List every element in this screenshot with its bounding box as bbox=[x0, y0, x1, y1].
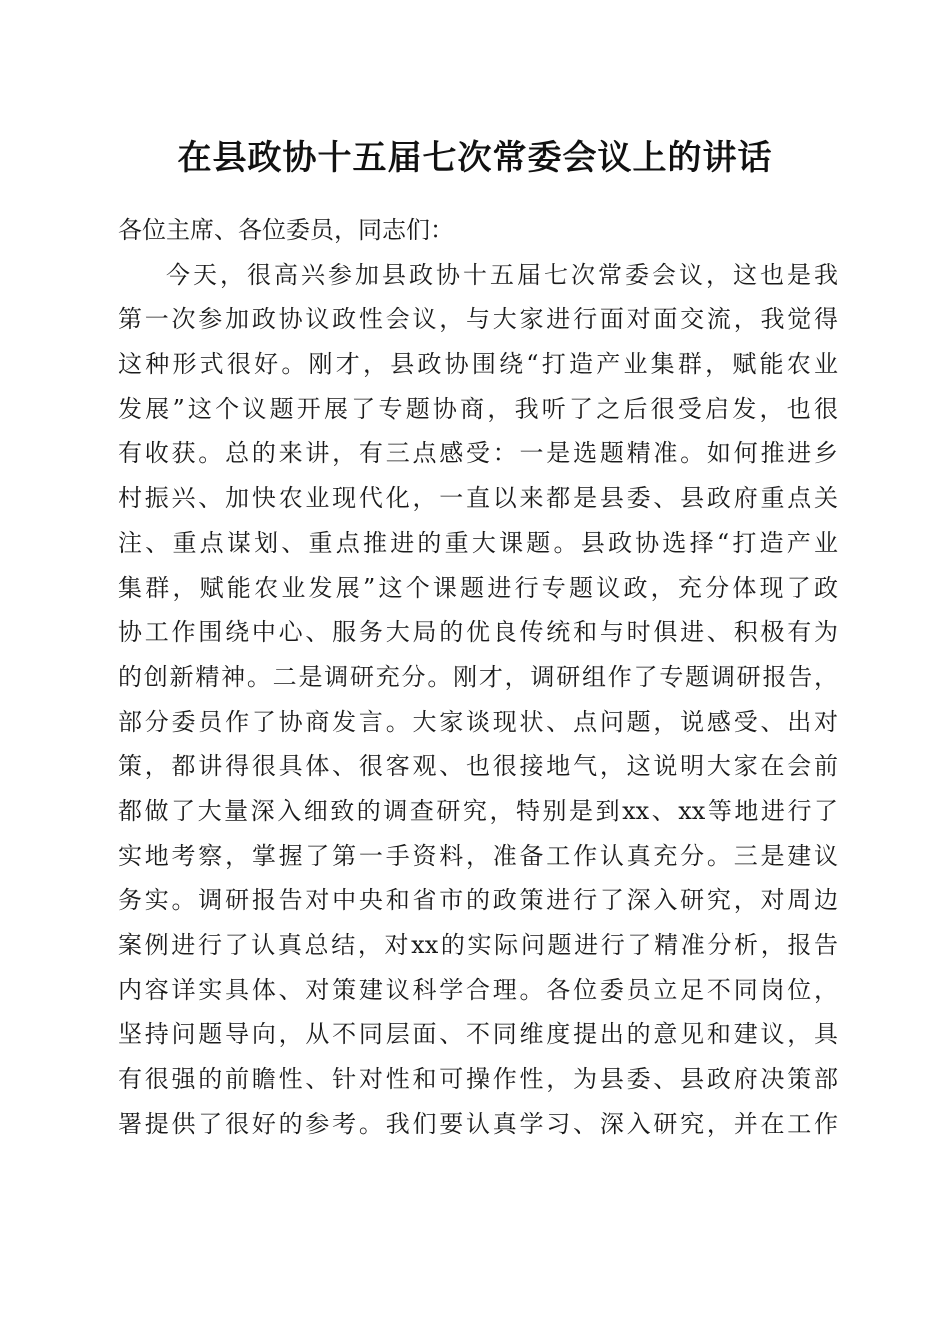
document-title: 在县政协十五届七次常委会议上的讲话 bbox=[177, 138, 773, 178]
paragraph-line: 有很强的前瞻性、针对性和可操作性，为县委、县政府决策部 bbox=[118, 1065, 838, 1094]
paragraph-line: 集群，赋能农业发展”这个课题进行专题议政，充分体现了政 bbox=[118, 573, 838, 602]
paragraph-line: 村振兴、加快农业现代化，一直以来都是县委、县政府重点关 bbox=[118, 484, 838, 513]
paragraph-line: 都做了大量深入细致的调查研究，特别是到xx、xx等地进行了 bbox=[118, 796, 838, 825]
paragraph-line: 发展”这个议题开展了专题协商，我听了之后很受启发，也很 bbox=[118, 394, 838, 423]
paragraph-line: 注、重点谋划、重点推进的重大课题。县政协选择“打造产业 bbox=[118, 528, 838, 557]
paragraph-line: 今天，很高兴参加县政协十五届七次常委会议，这也是我 bbox=[166, 260, 838, 289]
paragraph-line: 有收获。总的来讲，有三点感受：一是选题精准。如何推进乡 bbox=[118, 439, 838, 468]
salutation: 各位主席、各位委员，同志们： bbox=[118, 216, 454, 244]
paragraph-line: 坚持问题导向，从不同层面、不同维度提出的意见和建议，具 bbox=[118, 1020, 838, 1049]
paragraph-line: 的创新精神。二是调研充分。刚才，调研组作了专题调研报告， bbox=[118, 662, 838, 691]
paragraph-line: 务实。调研报告对中央和省市的政策进行了深入研究，对周边 bbox=[118, 886, 838, 915]
paragraph-line: 策，都讲得很具体、很客观、也很接地气，这说明大家在会前 bbox=[118, 752, 838, 781]
paragraph-line: 这种形式很好。刚才，县政协围绕“打造产业集群，赋能农业 bbox=[118, 350, 838, 379]
paragraph-line: 署提供了很好的参考。我们要认真学习、深入研究，并在工作 bbox=[118, 1109, 838, 1138]
paragraph-line: 实地考察，掌握了第一手资料，准备工作认真充分。三是建议 bbox=[118, 841, 838, 870]
document-body bbox=[118, 208, 838, 1146]
paragraph-line: 案例进行了认真总结，对xx的实际问题进行了精准分析，报告 bbox=[118, 931, 838, 959]
paragraph-line: 部分委员作了协商发言。大家谈现状、点问题，说感受、出对 bbox=[118, 707, 838, 736]
paragraph-line: 协工作围绕中心、服务大局的优良传统和与时俱进、积极有为 bbox=[118, 618, 838, 647]
paragraph-line: 内容详实具体、对策建议科学合理。各位委员立足不同岗位， bbox=[118, 975, 838, 1004]
paragraph-line: 第一次参加政协议政性会议，与大家进行面对面交流，我觉得 bbox=[118, 305, 838, 334]
